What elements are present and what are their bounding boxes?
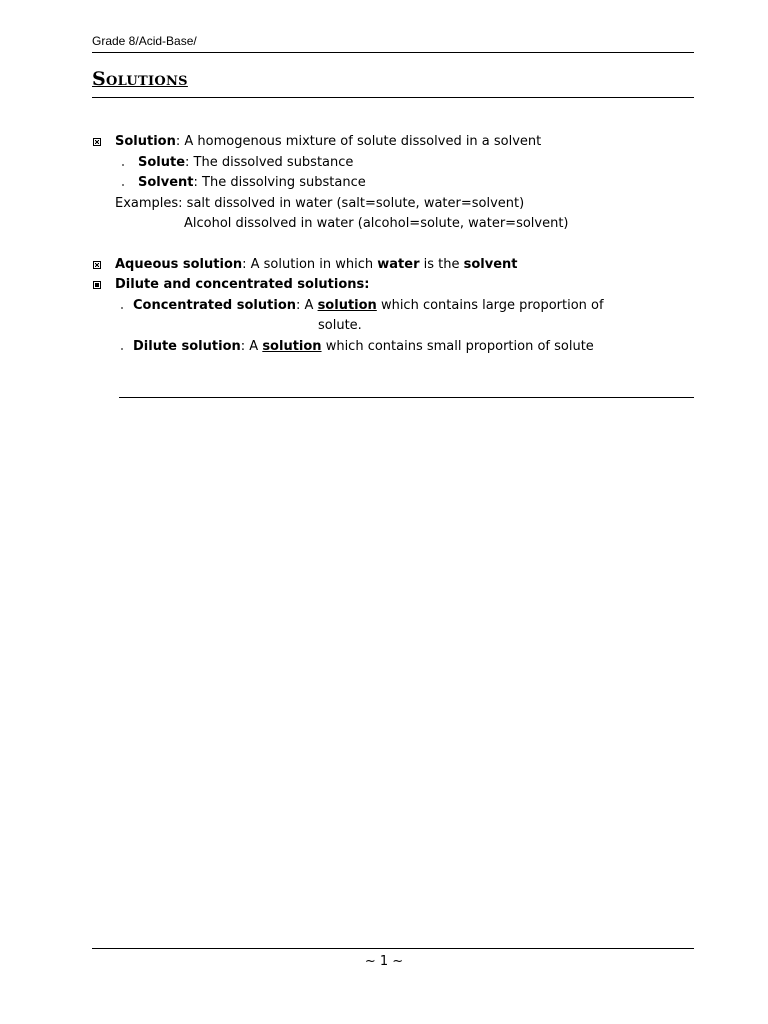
solute-item	[138, 155, 353, 170]
checkbox-icon	[93, 261, 101, 269]
title-rule	[92, 97, 694, 98]
dilute-concentrated-term: Dilute and concentrated solutions:	[115, 277, 370, 292]
solution-item	[115, 134, 541, 149]
concentrated-term: Concentrated solution	[133, 298, 297, 313]
concentrated-solution-link: solution	[317, 298, 377, 313]
dilute-concentrated-heading	[115, 277, 369, 292]
checkbox-icon	[93, 138, 101, 146]
bullet-dot-icon	[122, 184, 124, 186]
concentrated-rest: which contains large proportion of	[376, 298, 604, 313]
dilute-a: : A	[240, 339, 263, 354]
section-end-rule	[119, 397, 694, 398]
aqueous-text-2: is the	[419, 257, 464, 272]
aqueous-item	[115, 257, 518, 272]
solvent-term: Solvent	[138, 175, 194, 190]
header-rule	[92, 52, 694, 53]
page-title: Solutions	[92, 68, 188, 90]
solution-term: Solution	[115, 134, 176, 149]
solvent-definition: : The dissolving substance	[193, 175, 366, 190]
checkbox-icon	[93, 281, 101, 289]
aqueous-text: : A solution in which	[242, 257, 378, 272]
solvent-item	[138, 175, 366, 190]
aqueous-term: Aqueous solution	[115, 257, 243, 272]
examples-line-2: Alcohol dissolved in water (alcohol=solute, water=solvent)	[184, 216, 569, 231]
dilute-term: Dilute solution	[133, 339, 241, 354]
examples-line-1: Examples: salt dissolved in water (salt=solute, water=solvent)	[115, 196, 525, 211]
dilute-rest: which contains small proportion of solute	[321, 339, 594, 354]
dilute-solution-link: solution	[262, 339, 322, 354]
dilute-item	[133, 339, 594, 354]
bullet-dot-icon	[121, 307, 123, 309]
concentrated-item	[133, 298, 604, 313]
solution-definition: : A homogenous mixture of solute dissolved in a solvent	[175, 134, 542, 149]
solute-term: Solute	[138, 155, 186, 170]
bullet-dot-icon	[122, 164, 124, 166]
concentrated-continuation: solute.	[318, 318, 362, 333]
aqueous-water: water	[377, 257, 420, 272]
footer-rule	[92, 948, 694, 949]
document-header: Grade 8/Acid-Base/	[92, 34, 197, 48]
solute-definition: : The dissolved substance	[185, 155, 354, 170]
bullet-dot-icon	[121, 348, 123, 350]
page-number: ~ 1 ~	[364, 954, 404, 969]
aqueous-solvent: solvent	[463, 257, 518, 272]
concentrated-a: : A	[296, 298, 318, 313]
